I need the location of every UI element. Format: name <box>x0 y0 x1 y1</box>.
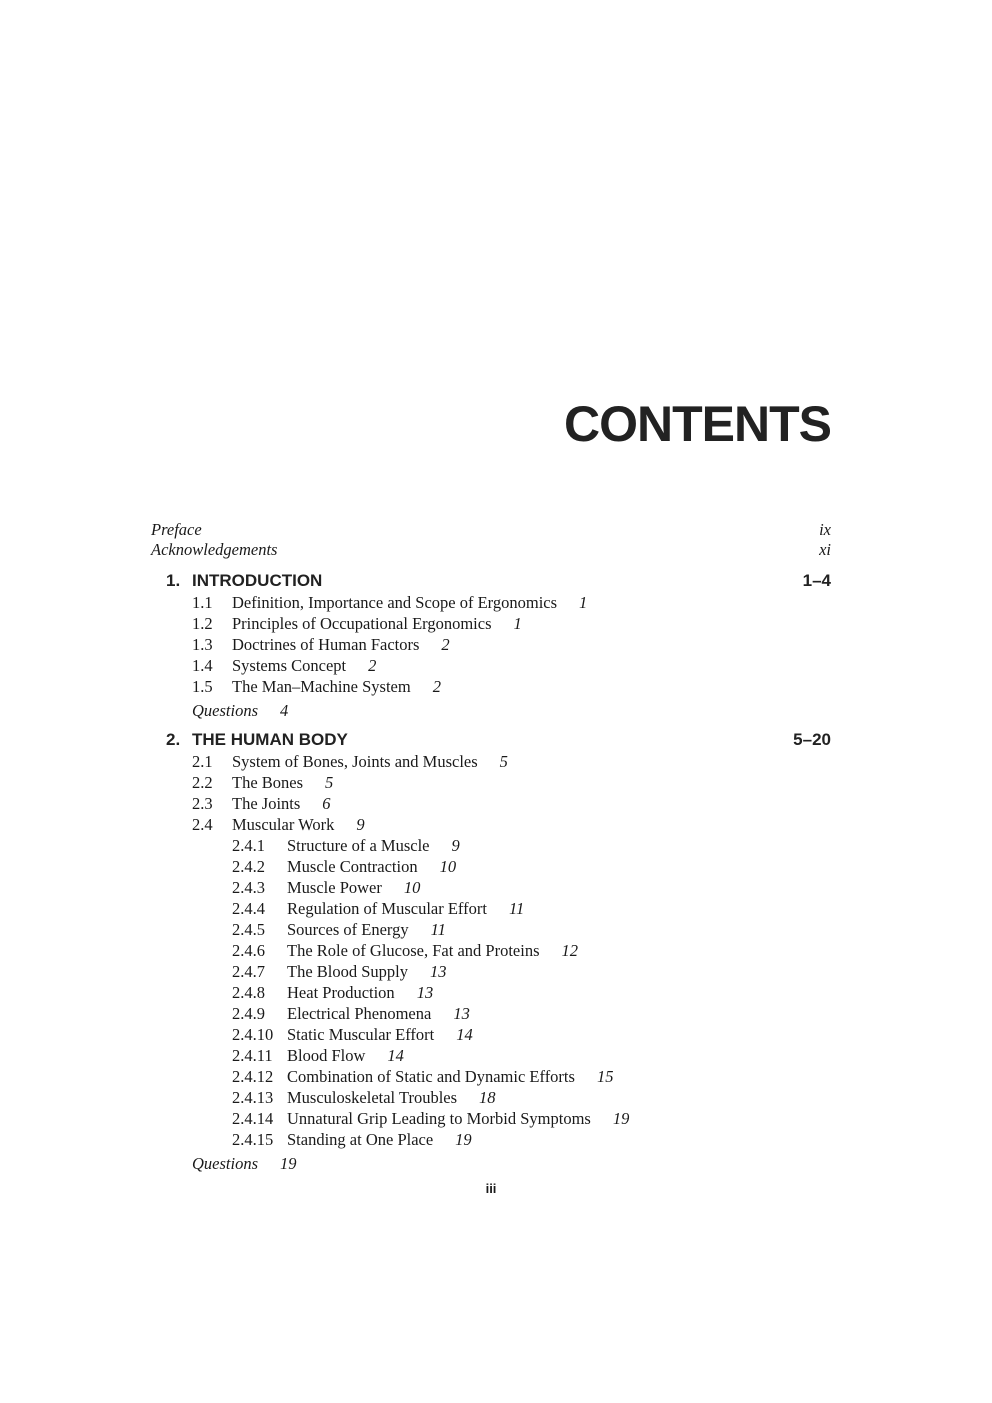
subsection-page: 18 <box>479 1088 496 1107</box>
subsection-page: 19 <box>612 1109 630 1128</box>
section-entry <box>192 676 831 697</box>
subsection-number: 2.4.7 <box>232 962 265 981</box>
subsection-page: 13 <box>430 962 447 981</box>
entry-title: Preface <box>151 520 202 539</box>
chapter-heading-2 <box>166 729 831 751</box>
subsection-page: 19 <box>455 1130 472 1149</box>
subsection-title: Unnatural Grip Leading to Morbid Symptoms <box>287 1109 591 1128</box>
subsection-title: Heat Production <box>287 983 395 1002</box>
section-page: 2 <box>432 677 441 696</box>
section-title: The Joints <box>232 794 301 813</box>
section-title: Principles of Occupational Ergonomics <box>232 614 492 633</box>
section-title: Muscular Work <box>232 815 335 834</box>
subsection-entry <box>232 1024 831 1045</box>
chapter-pages: 1–4 <box>802 571 831 590</box>
section-entry <box>192 793 831 814</box>
section-number: 1.5 <box>192 677 213 696</box>
subsection-page: 10 <box>439 857 457 876</box>
section-entry <box>192 634 831 655</box>
section-page: 5 <box>499 752 508 771</box>
section-entry <box>192 613 831 634</box>
chapter-heading-1 <box>166 570 831 592</box>
subsection-number: 2.4.12 <box>232 1067 274 1086</box>
subsection-entry <box>232 1066 831 1087</box>
section-number: 1.1 <box>192 593 213 612</box>
table-of-contents <box>151 520 831 1174</box>
subsection-entry <box>232 961 831 982</box>
subsection-number: 2.4.3 <box>232 878 265 897</box>
section-title: Definition, Importance and Scope of Ergonomics <box>232 593 558 612</box>
subsection-entry <box>232 835 831 856</box>
section-page: 9 <box>356 815 365 834</box>
section-number: 1.2 <box>192 614 213 633</box>
section-entry <box>192 772 831 793</box>
chapter-title: THE HUMAN BODY <box>192 730 348 749</box>
subsection-title: Muscle Power <box>287 878 382 897</box>
questions-entry <box>192 1153 831 1174</box>
subsection-entry <box>232 919 831 940</box>
section-number: 2.1 <box>192 752 213 771</box>
subsection-entry <box>232 898 831 919</box>
section-page: 5 <box>325 773 334 792</box>
toc-entry-preface <box>151 520 831 540</box>
subsection-entry <box>232 856 831 877</box>
subsection-page: 12 <box>561 941 578 960</box>
section-number: 1.3 <box>192 635 213 654</box>
chapter-number: 2. <box>166 730 181 749</box>
subsection-page: 15 <box>596 1067 614 1086</box>
subsection-title: Electrical Phenomena <box>287 1004 432 1023</box>
subsection-number: 2.4.14 <box>232 1109 274 1128</box>
section-page: 6 <box>322 794 331 813</box>
subsection-title: Combination of Static and Dynamic Efforts <box>287 1067 575 1086</box>
subsection-title: Static Muscular Effort <box>287 1025 435 1044</box>
subsection-title: Standing at One Place <box>287 1130 434 1149</box>
subsection-title: The Blood Supply <box>287 962 409 981</box>
subsection-entry <box>232 1129 831 1150</box>
section-number: 2.3 <box>192 794 213 813</box>
section-entry <box>192 751 831 772</box>
subsection-page: 13 <box>453 1004 470 1023</box>
chapter-pages: 5–20 <box>793 730 831 749</box>
section-entry <box>192 814 831 835</box>
section-title: System of Bones, Joints and Muscles <box>232 752 478 771</box>
entry-title: Acknowledgements <box>151 540 278 559</box>
questions-page: 4 <box>280 701 289 720</box>
subsection-entry <box>232 1087 831 1108</box>
section-entry <box>192 655 831 676</box>
section-number: 2.4 <box>192 815 213 834</box>
questions-page: 19 <box>280 1154 297 1173</box>
entry-page: ix <box>819 520 831 539</box>
subsection-entry <box>232 982 831 1003</box>
subsection-page: 11 <box>430 920 446 939</box>
chapter-title: INTRODUCTION <box>192 571 323 590</box>
subsection-title: Structure of a Muscle <box>287 836 430 855</box>
section-page: 2 <box>368 656 377 675</box>
questions-label: Questions <box>192 1154 258 1173</box>
subsection-title: Musculoskeletal Troubles <box>287 1088 458 1107</box>
subsection-number: 2.4.6 <box>232 941 265 960</box>
section-number: 2.2 <box>192 773 213 792</box>
section-title: Doctrines of Human Factors <box>232 635 420 654</box>
chapter-number: 1. <box>166 571 181 590</box>
subsection-number: 2.4.8 <box>232 983 265 1002</box>
subsection-entry <box>232 1003 831 1024</box>
subsection-entry <box>232 1108 831 1129</box>
questions-label: Questions <box>192 701 258 720</box>
subsection-page: 14 <box>387 1046 404 1065</box>
section-page: 2 <box>441 635 450 654</box>
page-number: iii <box>485 1181 497 1196</box>
questions-entry <box>192 700 831 721</box>
subsection-page: 11 <box>508 899 525 918</box>
page-title: CONTENTS <box>564 396 831 452</box>
subsection-number: 2.4.5 <box>232 920 265 939</box>
subsection-title: Blood Flow <box>287 1046 366 1065</box>
section-page: 1 <box>579 593 588 612</box>
section-number: 1.4 <box>192 656 213 675</box>
subsection-number: 2.4.2 <box>232 857 265 876</box>
subsection-number: 2.4.4 <box>232 899 265 918</box>
subsection-number: 2.4.10 <box>232 1025 274 1044</box>
subsection-title: Regulation of Muscular Effort <box>287 899 487 918</box>
subsection-entry <box>232 1045 831 1066</box>
subsection-entry <box>232 940 831 961</box>
subsection-page: 10 <box>403 878 421 897</box>
section-title: The Man–Machine System <box>232 677 411 696</box>
subsection-title: Muscle Contraction <box>287 857 418 876</box>
subsection-number: 2.4.11 <box>232 1046 273 1065</box>
section-title: Systems Concept <box>232 656 347 675</box>
section-entry <box>192 592 831 613</box>
toc-entry-acknowledgements <box>151 540 831 560</box>
subsection-number: 2.4.1 <box>232 836 265 855</box>
subsection-title: The Role of Glucose, Fat and Proteins <box>287 941 540 960</box>
subsection-entry <box>232 877 831 898</box>
subsection-number: 2.4.15 <box>232 1130 274 1149</box>
subsection-number: 2.4.13 <box>232 1088 274 1107</box>
subsection-page: 14 <box>456 1025 473 1044</box>
section-page: 1 <box>513 614 522 633</box>
subsection-page: 13 <box>416 983 434 1002</box>
section-title: The Bones <box>232 773 304 792</box>
subsection-number: 2.4.9 <box>232 1004 265 1023</box>
subsection-title: Sources of Energy <box>287 920 409 939</box>
subsection-page: 9 <box>451 836 460 855</box>
entry-page: xi <box>819 540 831 559</box>
